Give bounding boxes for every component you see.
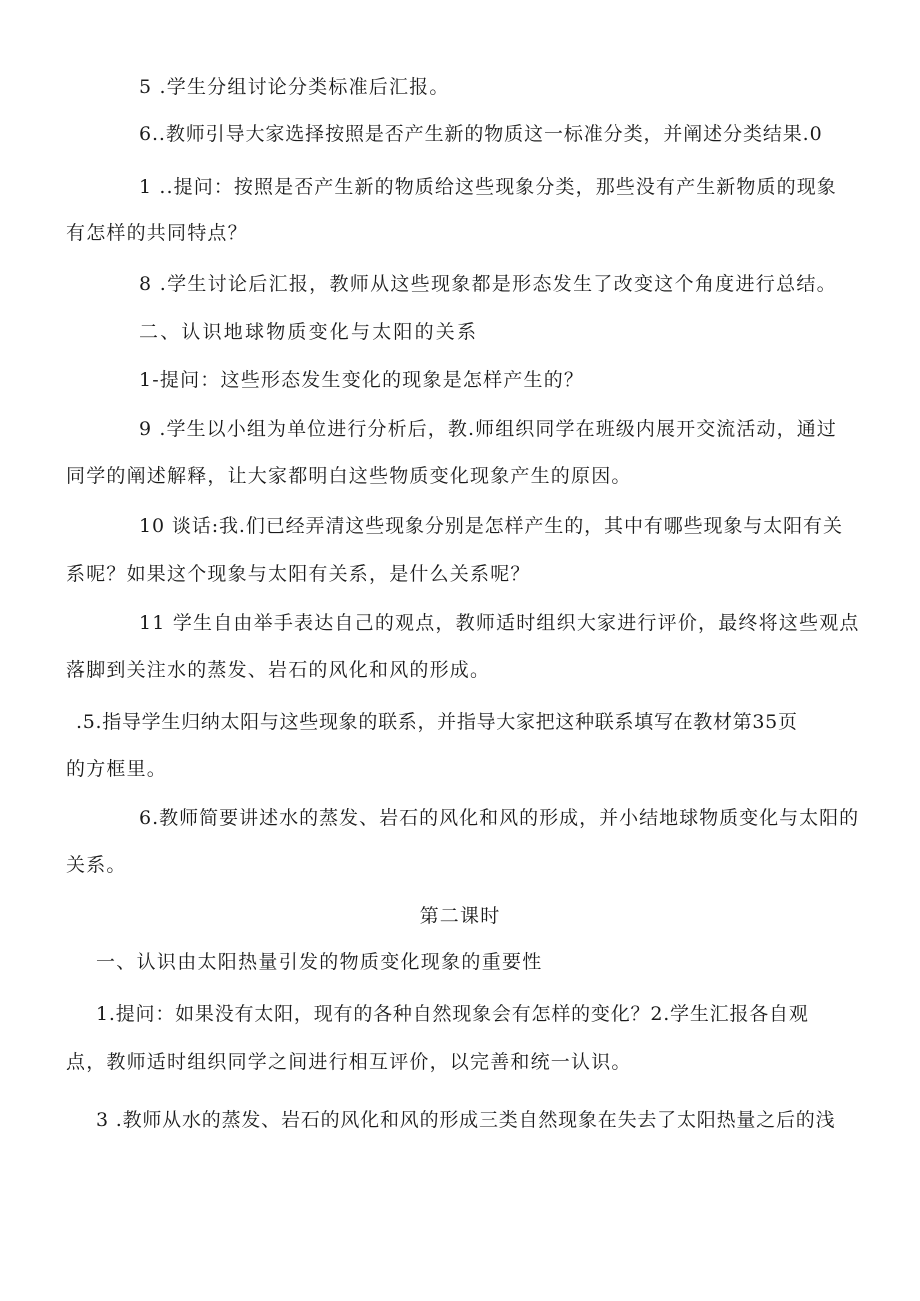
paragraph-line-10: 10 谈话:我.们已经弄清这些现象分别是怎样产生的，其中有哪些现象与太阳有关 [139, 515, 843, 537]
paragraph-line-20: 1.提问：如果没有太阳，现有的各种自然现象会有怎样的变化？2.学生汇报各自观 [96, 1003, 809, 1025]
paragraph-line-16: 6.教师简要讲述水的蒸发、岩石的风化和风的形成，并小结地球物质变化与太阳的 [139, 807, 860, 829]
paragraph-line-2: 6..教师引导大家选择按照是否产生新的物质这一标准分类，并阐述分类结果.0 [139, 123, 823, 145]
section-heading-2: 二、认识地球物质变化与太阳的关系 [139, 321, 479, 343]
paragraph-line-7: 1-提问：这些形态发生变化的现象是怎样产生的？ [139, 369, 585, 391]
paragraph-line-1: 5 .学生分组讨论分类标准后汇报。 [139, 76, 450, 98]
paragraph-line-5: 8 .学生讨论后汇报，教师从这些现象都是形态发生了改变这个角度进行总结。 [139, 273, 837, 295]
paragraph-line-9: 同学的阐述解释，让大家都明白这些物质变化现象产生的原因。 [66, 465, 632, 487]
lesson-heading: 第二课时 [419, 905, 501, 927]
paragraph-line-17: 关系。 [66, 854, 127, 876]
paragraph-line-8: 9 .学生以小组为单位进行分析后，教.师组织同学在班级内展开交流活动，通过 [139, 418, 837, 440]
paragraph-line-4: 有怎样的共同特点？ [66, 222, 248, 244]
paragraph-line-14: .5.指导学生归纳太阳与这些现象的联系，并指导大家把这种联系填写在教材第35页 [76, 711, 798, 733]
paragraph-line-11: 系呢？如果这个现象与太阳有关系，是什么关系呢？ [66, 563, 531, 585]
paragraph-line-22: 3 .教师从水的蒸发、岩石的风化和风的形成三类自然现象在失去了太阳热量之后的浅 [96, 1109, 836, 1131]
paragraph-line-12: 11 学生自由举手表达自己的观点，教师适时组织大家进行评价，最终将这些观点 [139, 612, 860, 634]
paragraph-line-13: 落脚到关注水的蒸发、岩石的风化和风的形成。 [66, 659, 491, 681]
paragraph-line-21: 点，教师适时组织同学之间进行相互评价，以完善和统一认识。 [66, 1051, 632, 1073]
paragraph-line-15: 的方框里。 [66, 758, 168, 780]
section-heading-1: 一、认识由太阳热量引发的物质变化现象的重要性 [96, 951, 543, 973]
paragraph-line-3: 1 ..提问：按照是否产生新的物质给这些现象分类，那些没有产生新物质的现象 [139, 176, 837, 198]
